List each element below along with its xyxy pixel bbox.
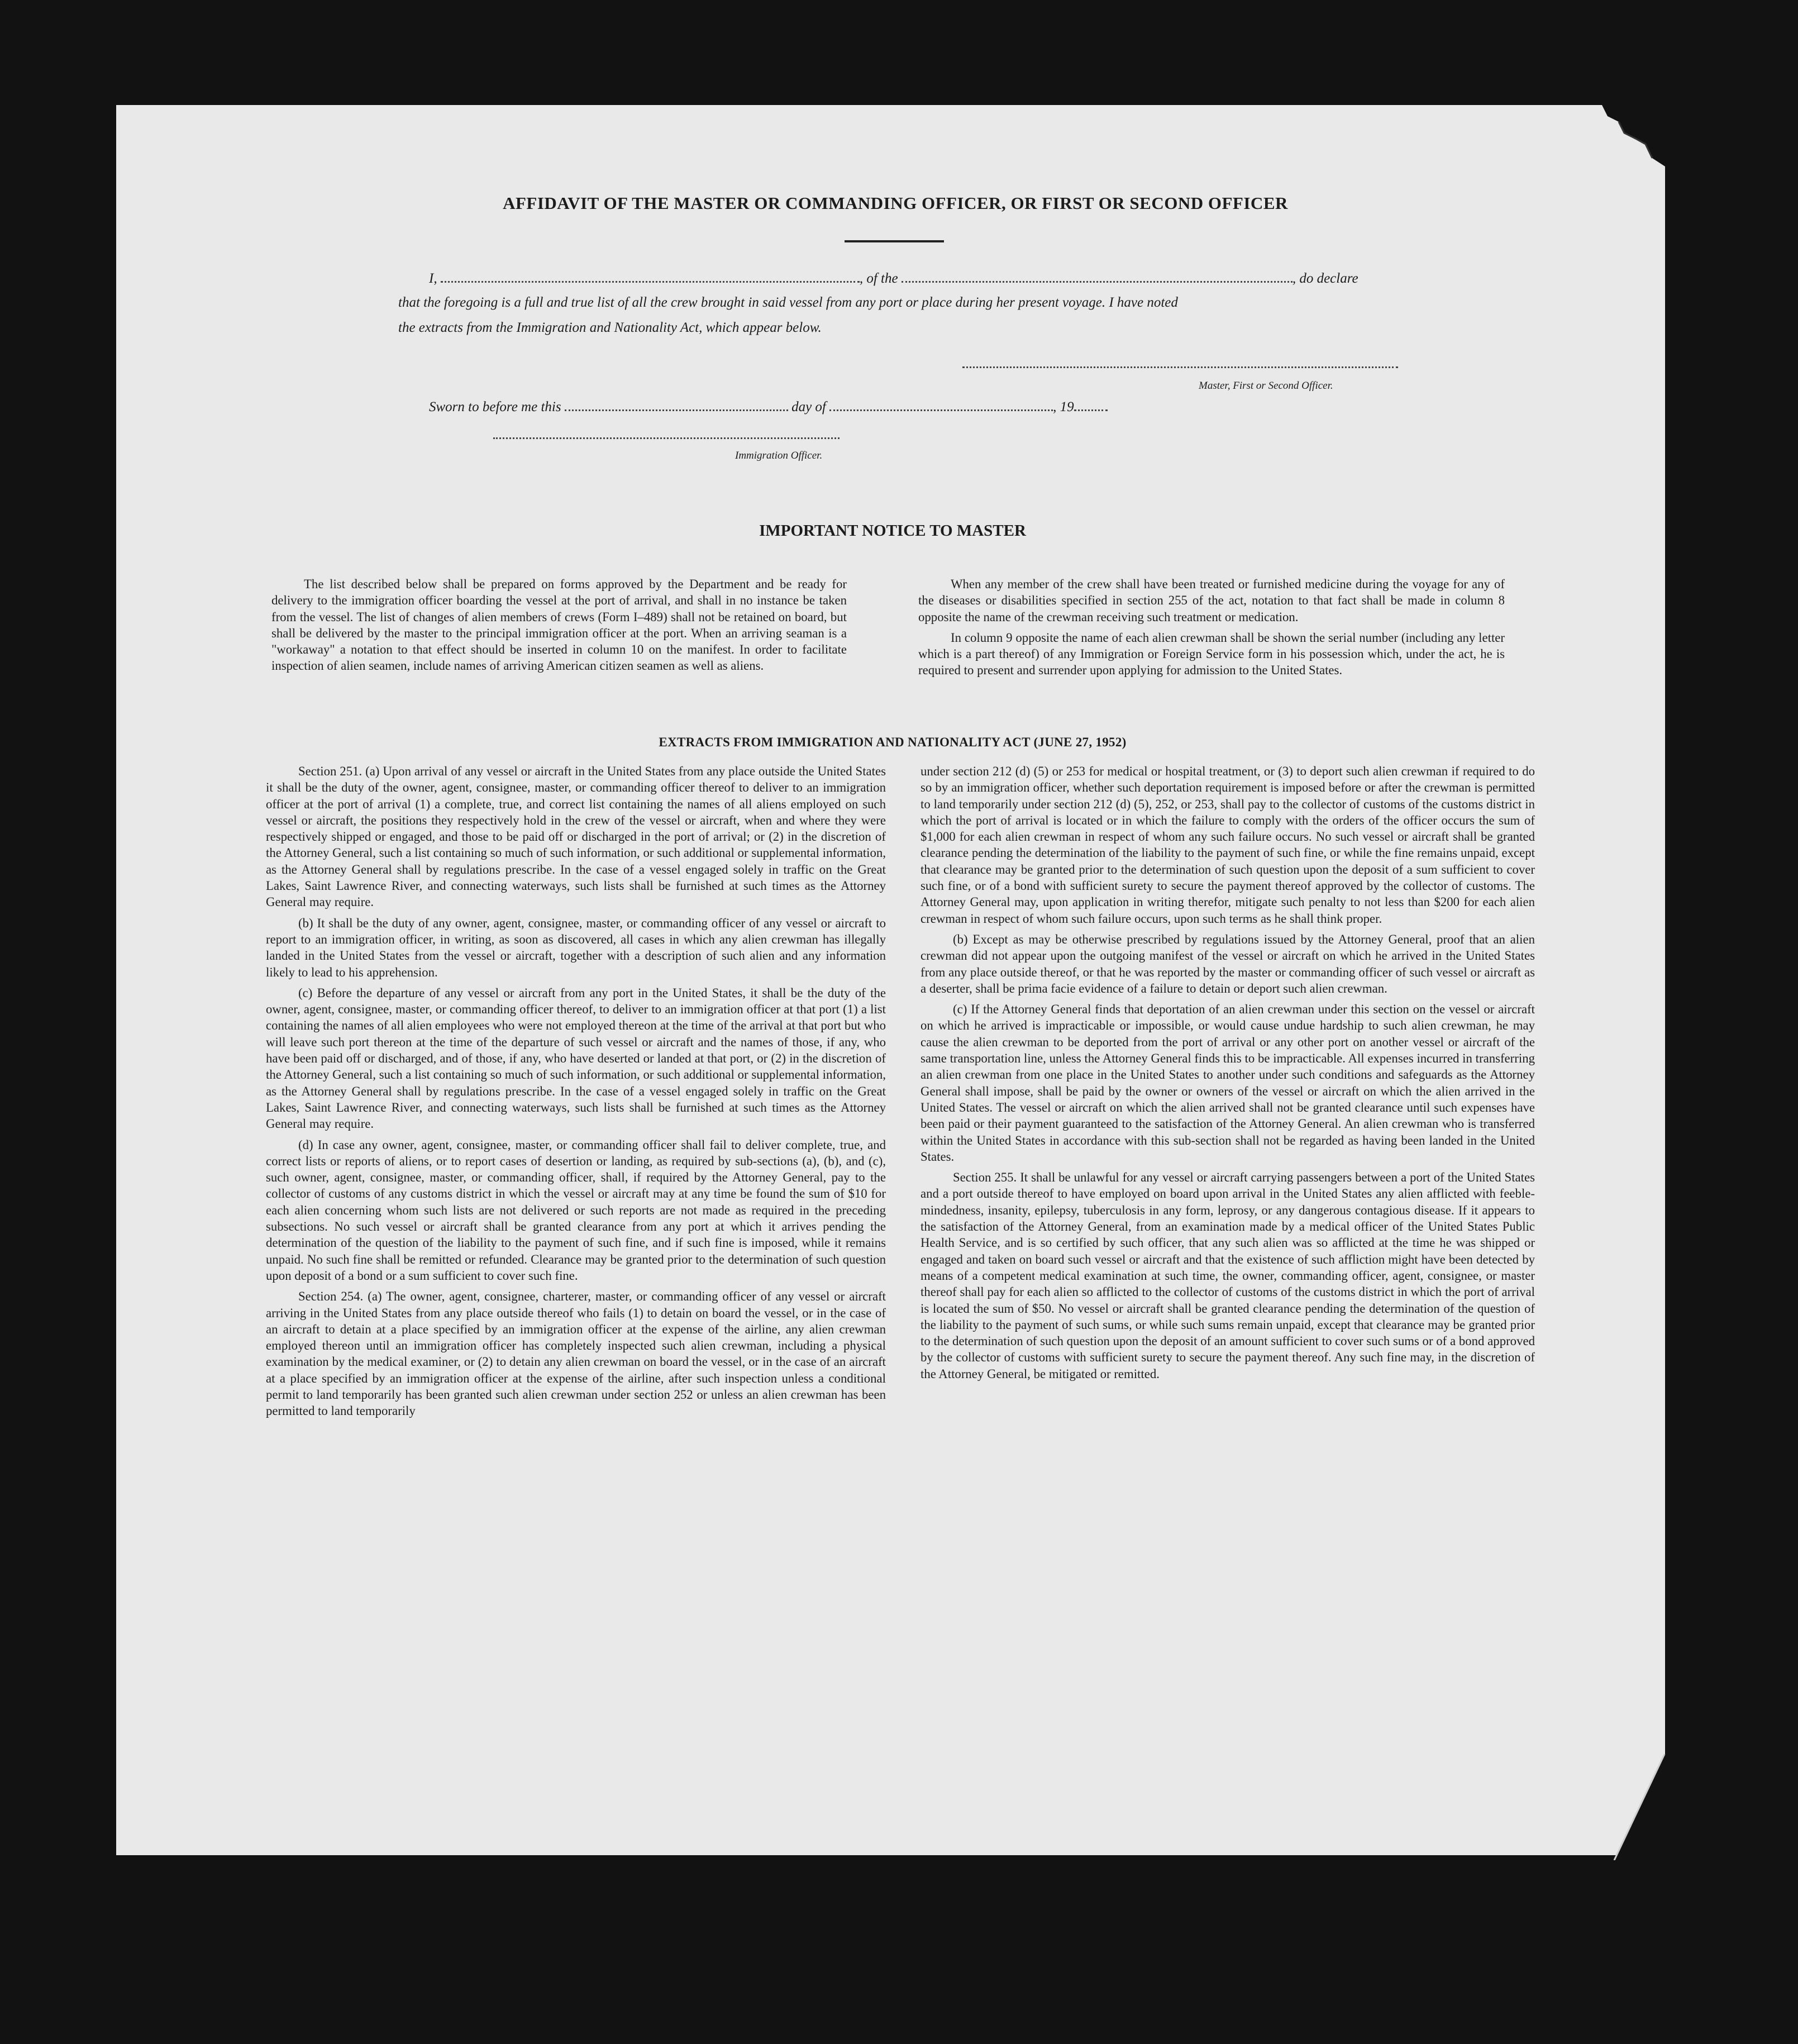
notice-title: IMPORTANT NOTICE TO MASTER (759, 522, 1026, 540)
affidavit-line-2: that the foregoing is a full and true list of all the crew brought in said vessel from any port or place during her present voyage. I have noted (398, 295, 1178, 310)
folded-corner (1592, 1754, 1670, 1860)
master-label: Master, First or Second Officer. (1199, 380, 1333, 392)
section-255: Section 255. It shall be unlawful for any vessel or aircraft carrying passengers between a port of the United States and a port outside thereof to have employed on board upon arrival in the United States any alien afflicted with feeble-mindedness, insanity, epilepsy, tuberculosis in any form, leprosy, or any dangerous contagious disease. If it appears to the satisfaction of the Attorney General, from an examination made by a medical officer of the United States Public Health Service, and is so certified by such officer, that any such alien was so afflicted at the time he was shipped or engaged and taken on board such vessel or aircraft and that the existence of such affliction might have been detected by means of a competent medical examination at such time, the owner, commanding officer, agent, consignee, or master thereof shall pay for each alien so afflicted to the collector of customs of the customs district in which the port of arrival is located the sum of $50. No vessel or aircraft shall be granted clearance pending the determination of the question of the liability to the payment of such sums, or while such sums remain unpaid, except that clearance may be granted prior to the determination of such question upon the deposit of an amount sufficient to cover such sums or of a bond approved by the collector of customs with sufficient surety to secure the payment thereof. Any such fine may, in the discretion of the Attorney General, be mitigated or remitted. (921, 1170, 1535, 1381)
immigration-officer-signature-line[interactable] (493, 437, 840, 439)
master-signature-line[interactable] (962, 366, 1398, 368)
torn-corner (1568, 105, 1665, 166)
notice-right-paragraph-2: In column 9 opposite the name of each alien crewman shall be shown the serial number (including any letter which is a part thereof) of any Immigration or Foreign Service form in his possession which, under the act, he is required to present and surrender upon applying for admission to the United States. (918, 630, 1505, 678)
notice-left-paragraph: The list described below shall be prepared on forms approved by the Department and be ready for delivery to the immigration officer boarding the vessel at the port of arrival, and shall in no instance be taken from the vessel. The list of changes of alien members of crews (Form I–489) shall not be retained on board, but shall be delivered by the master to the principal immigration officer at the port. When an arriving seaman is a "workaway" a notation to that effect should be inserted in column 10 on the manifest. In order to facilitate inspection of alien seamen, include names of arriving American citizen seamen as well as aliens. (271, 577, 847, 673)
sworn-line (429, 399, 1108, 415)
title-rule (845, 240, 944, 242)
section-254-c: (c) If the Attorney General finds that deportation of an alien crewman under this section on the vessel or aircraft on which he arrived is impracticable or impossible, or would cause undue hardship to such alien crewman, he may cause the alien crewman to be deported from the port of arrival or any other port on another vessel or aircraft of the same transportation line, unless the Attorney General finds this to be impracticable. All expenses incurred in transferring an alien crewman from one place in the United States to another under such conditions and safeguards as the Attorney General shall impose, shall be paid by the owner or owners of the vessel or aircraft on which the alien arrived in the United States. The vessel or aircraft on which the alien arrived shall not be granted clearance until such expenses have been paid or their payment guaranteed to the satisfaction of the Attorney General. An alien crewman who is transferred within the United States in accordance with this sub-section shall not be regarded as having been landed in the United States. (921, 1002, 1535, 1164)
section-251-c: (c) Before the departure of any vessel or aircraft from any port in the United States, it shall be the duty of the owner, agent, consignee, master, or commanding officer thereof, to deliver to an immigration officer at that port (1) a list containing the names of all alien employees who were not employed thereon at the time of the arrival at that port but who will leave such port thereon at the time of the departure of such vessel or aircraft and the names of those, if any, who have been paid off or discharged, and of those, if any, who have deserted or landed at that port, or (2) in the discretion of the Attorney General, such a list containing so much of such information, or such additional or supplemental information, as the Attorney General shall by regulations prescribe. In the case of a vessel engaged solely in traffic on the Great Lakes, Saint Lawrence River, and connecting waterways, such lists shall be furnished at such times as the Attorney General may require. (266, 985, 886, 1131)
extracts-title: EXTRACTS FROM IMMIGRATION AND NATIONALITY ACT (JUNE 27, 1952) (659, 735, 1127, 749)
affidavit-line-1 (429, 271, 1358, 287)
section-254-a: Section 254. (a) The owner, agent, consignee, charterer, master, or commanding officer of any vessel or aircraft arriving in the United States from any place outside thereof who fails (1) to detain on board the vessel, or in the case of an aircraft to detain at a place specified by an immigration officer at the expense of the airline, any alien crewman employed thereon until an immigration officer has completely inspected such alien crewman, including a physical examination by the medical examiner, or (2) to detain any alien crewman on board the vessel, or in the case of an aircraft at a place specified by an immigration officer at the expense of the airline, after such inspection unless a conditional permit to land temporarily has been granted such alien crewman under section 252 or unless an alien crewman has been permitted to land temporarily (266, 1289, 886, 1418)
affidavit-title: AFFIDAVIT OF THE MASTER OR COMMANDING OFFICER, OR FIRST OR SECOND OFFICER (503, 193, 1288, 213)
sworn-month-blank[interactable] (829, 409, 1053, 411)
section-254-b: (b) Except as may be otherwise prescribed by regulations issued by the Attorney General, proof that an alien crewman did not appear upon the outgoing manifest of the vessel or aircraft on which he arrived in the United States from any place outside thereof, or that he was reported by the master or commanding officer of such vessel or aircraft as a deserter, shall be prima facie evidence of a failure to detain or deport such alien crewman. (921, 932, 1535, 995)
document-page (116, 105, 1665, 1855)
year-label: , 19 (1053, 399, 1074, 414)
name-blank[interactable] (441, 281, 860, 283)
section-254-a-continued: under section 212 (d) (5) or 253 for medical or hospital treatment, or (3) to deport such alien crewman if required to do so by an immigration officer, whether such deportation requirement is imposed before or after the crewman is permitted to land temporarily under section 212 (d) (5), 252, or 253, shall pay to the collector of customs of the customs district in which the port of arrival is located or in which the failure to comply with the orders of the officer occurs the sum of $1,000 for each alien crewman in respect of whom any such failure occurs. No such vessel or aircraft shall be granted clearance pending the determination of the liability to the payment of such fine, or while the fine remains unpaid, except that clearance may be granted prior to the determination of such question upon the deposit of a sum sufficient to cover such fine, or of a bond with sufficient surety to secure the payment thereof approved by the collector of customs. The Attorney General may, upon application in writing therefor, mitigate such penalty to not less than $200 for each alien crewman in respect of whom such failure occurs, upon such terms as he shall think proper. (921, 764, 1535, 926)
notice-right-column (918, 576, 1505, 679)
section-251-a: Section 251. (a) Upon arrival of any vessel or aircraft in the United States from any place outside the United States it shall be the duty of the owner, agent, consignee, master, or commanding officer thereof to deliver to an immigration officer at the port of arrival (1) a complete, true, and correct list containing the names of all aliens employed on such vessel or aircraft, the positions they respectively hold in the crew of the vessel or aircraft, when and where they were respectively shipped or engaged, and those to be paid off or discharged in the port of arrival; or (2) in the discretion of the Attorney General, such a list containing so much of such information, or such additional or supplemental information, as the Attorney General shall by regulations prescribe. In the case of a vessel engaged solely in traffic on the Great Lakes, Saint Lawrence River, and connecting waterways, such lists shall be furnished at such times as the Attorney General may require. (266, 764, 886, 909)
of-the-label: , of the (859, 271, 898, 286)
notice-right-paragraph-1: When any member of the crew shall have been treated or furnished medicine during the voyage for any of the diseases or disabilities specified in section 255 of the act, notation to that fact shall be made in column 8 opposite the name of the crewman receiving such treatment or medication. (918, 577, 1505, 624)
extracts-right-column (921, 763, 1535, 1382)
extracts-left-column (266, 763, 886, 1419)
affidavit-i-label: I, (429, 271, 437, 286)
vessel-blank[interactable] (902, 281, 1293, 283)
section-251-d: (d) In case any owner, agent, consignee, master, or commanding officer shall fail to deliver complete, true, and correct lists or reports of aliens, or to report cases of desertion or landing, as required by sub-sections (a), (b), and (c), such owner, agent, consignee, master, or commanding officer, shall, if required by the Attorney General, pay to the collector of customs of any customs district in which the vessel or aircraft may at any time be found the sum of $10 for each alien concerning whom such lists are not delivered or such reports are not made as required in the preceding subsections. No such vessel or aircraft shall be granted clearance from any port at which it arrives pending the determination of the question of the liability to the payment of such fine, and if such fine is imposed, while it remains unpaid. No such fine shall be remitted or refunded. Clearance may be granted prior to the determination of such question upon deposit of a bond or a sum sufficient to cover such fine. (266, 1137, 886, 1283)
immigration-officer-label: Immigration Officer. (735, 450, 823, 461)
sworn-label: Sworn to before me this (429, 399, 561, 414)
sworn-day-blank[interactable] (565, 409, 788, 411)
section-251-b: (b) It shall be the duty of any owner, agent, consignee, master, or commanding officer of any vessel or aircraft to report to an immigration officer, in writing, as soon as discovered, all cases in which any alien crewman has illegally landed in the United States from the vessel or aircraft, together with a description of such alien and any information likely to lead to his apprehension. (266, 916, 886, 979)
day-of-label: day of (791, 399, 826, 414)
affidavit-line-3: the extracts from the Immigration and Nationality Act, which appear below. (398, 320, 822, 335)
do-declare-label: , do declare (1292, 271, 1358, 286)
notice-left-column (271, 576, 847, 674)
year-blank[interactable] (1074, 409, 1108, 411)
